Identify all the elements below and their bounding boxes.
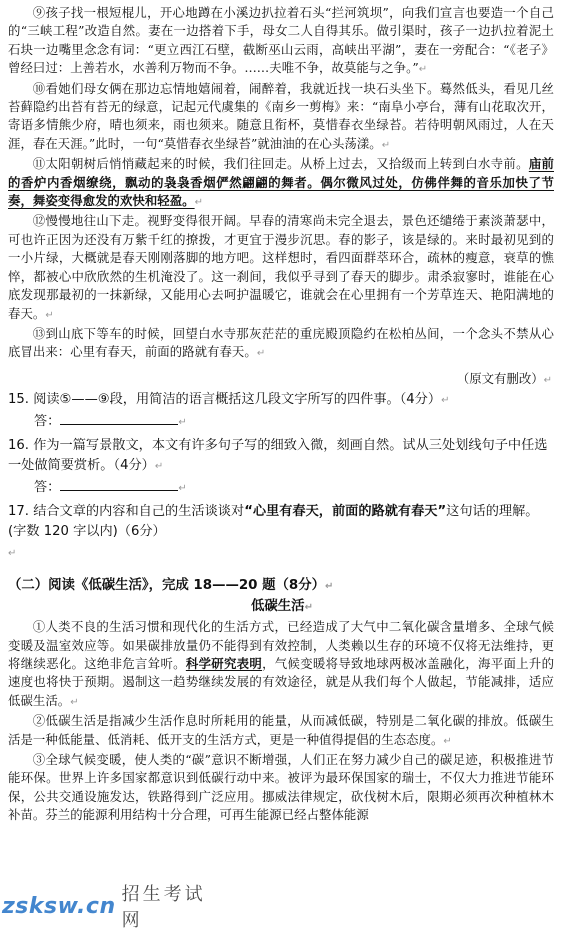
question-number: 15. — [8, 392, 29, 408]
section-2-paragraph-2 — [8, 712, 554, 751]
section-2-paragraph-3 — [8, 751, 554, 825]
paragraph-13-text: ⑬到山底下等车的时候，回望白水寺那灰茫茫的重庑殿顶隐约在松柏丛间，一个念头不禁从心底冒出来：心里有春天，前面的路就有春天。 — [8, 325, 554, 360]
paragraph-12-text: ⑫慢慢地往山下走。视野变得很开阔。早春的清寒尚未完全退去，景色还缱绻于素淡萧瑟中，可也许正因为还没有万紫千红的撩拨，才更宜于漫步沉思。春的影子，该是绿的。来时最初见到的一小片绿，大概就是春天刚刚落脚的地方吧。这样想时，看四面群萃环合，疏林的瘦意，衰草的憔悴，都被心中欣欣然的生机淹没了。这一刹间，我似乎寻到了春天的脚步。肃杀寂寥时，谁能在心底发现那最初的一抹新绿，又能用心去呵护温暖它，谁就会在心里拥有一个芳草连天、艳阳满地的春天。 — [8, 213, 554, 321]
question-text: 结合文章的内容和自己的生活谈谈对 — [33, 503, 245, 519]
answer-blank[interactable] — [60, 412, 178, 425]
underlined-phrase: 科学研究表明 — [185, 655, 263, 671]
answer-line-15 — [34, 412, 564, 432]
blank-line — [8, 543, 556, 565]
answer-label: 答： — [34, 413, 61, 429]
site-watermark — [2, 884, 222, 931]
paragraph-9 — [8, 4, 554, 80]
return-mark: ↵ — [8, 547, 17, 559]
watermark-name: 招生考试网 — [121, 884, 206, 931]
article-title-text: 低碳生活 — [251, 599, 305, 615]
answer-blank[interactable] — [60, 478, 178, 491]
source-note-text: （原文有删改） — [456, 370, 544, 386]
paragraph-10-text: ⑩看她们母女俩在那边忘情地嬉闹着，闹醉着，我就近找一块石头坐下。蓦然低头，看见几丝苔藓隐约出苔有苔无的绿意，记起元代虞集的《南乡一剪梅》来：“南阜小亭台，薄有山花取次开，寄语多情熊少府，晴也须来，雨也须来。随意且衔杯，莫惜春衣坐绿苔。若待明朝风雨过，人在天涯，春在天涯。”此时，一句“莫惜春衣坐绿苔”就油油的在心头荡漾。 — [8, 80, 554, 151]
question-17 — [8, 502, 556, 543]
paragraph-11 — [8, 155, 554, 212]
return-mark: ↵ — [178, 416, 187, 428]
return-mark: ↵ — [256, 348, 266, 360]
source-note — [0, 370, 552, 390]
return-mark: ↵ — [443, 735, 452, 747]
question-text: 作为一篇写景散文，本文有许多句子写的细致入微，刻画自然。试从三处划线句子中任选一处做简要赏析。（4分） — [8, 437, 548, 474]
return-mark: ↵ — [194, 197, 204, 209]
paragraph-13 — [8, 325, 554, 364]
article-title — [0, 597, 564, 618]
answer-label: 答： — [34, 479, 61, 495]
question-text: 阅读⑤——⑨段，用简洁的语言概括这几段文字所写的四件事。（4分） — [33, 392, 442, 408]
return-mark: ↵ — [45, 309, 54, 321]
question-quote: “心里有春天，前面的路就有春天” — [244, 503, 447, 519]
section-2-paragraph-1 — [8, 618, 554, 712]
paragraph-text-after: ，气候变暖将导致地球两极冰盖融化，海平面上升的速度也将快于预期。遏制这一趋势继续发展的有效途径，就是从我们每个人做起，节能减排，适应低碳生活。 — [8, 655, 555, 708]
paragraph-text: ③全球气候变暖，使人类的“碳”意识不断增强，人们正在努力减少自己的碳足迹，积极推进节能环保。世界上许多国家都意识到低碳行动中来。被评为最环保国家的瑞士，不仅大力推进节能环保，公共交通设施发达，铁路得到广泛应用。挪威法律规定，砍伐树木后，限期必须再次种植林木补苗。芬兰的能源利用结构十分合理，可再生能源已经占整体能源 — [8, 751, 554, 823]
return-mark: ↵ — [70, 696, 79, 708]
return-mark: ↵ — [381, 139, 391, 151]
watermark-domain: zsksw.cn — [2, 893, 116, 919]
question-number: 16. — [8, 437, 29, 453]
question-text-after: 这句话的理解。(字数 120 字以内)（6分） — [8, 503, 539, 540]
paragraph-text: ②低碳生活是指减少生活作息时所耗用的能量，从而减低碳，特别是二氧化碳的排放。低碳生活是一种低能量、低消耗、低开支的生活方式，更是一种值得提倡的生态态度。 — [8, 713, 554, 747]
return-mark: ↵ — [304, 602, 313, 614]
underlined-sentence: 庙前的香炉内香烟缭绕，飘动的袅袅香烟俨然翩翩的舞者。偶尔微风过处，仿佛伴舞的音乐加快了节奏，舞姿变得愈发的欢快和轻盈。 — [8, 156, 554, 209]
return-mark: ↵ — [178, 482, 187, 494]
question-number: 17. — [8, 503, 29, 519]
paragraph-11-text: ⑪太阳朝树后悄悄藏起来的时候，我们往回走。从桥上过去，又拾级而上转到白水寺前。 — [32, 156, 529, 172]
return-mark: ↵ — [543, 374, 552, 386]
return-mark: ↵ — [441, 395, 450, 407]
question-15 — [8, 390, 556, 412]
paragraph-9-text: ⑨孩子找一根短棍儿，开心地蹲在小溪边扒拉着石头“拦河筑坝”，向我们宣言也要造一个自己的“三峡工程”改造自然。妻在一边搭着下手，母女二人自得其乐。做引渠时，孩子一边扒拉着泥土石块一边嘴里念念有词：“更立西江石壁，截断巫山云雨，高峡出平湖”，妻在一旁配合：“《老子》曾经曰过：上善若水，水善利万物而不争。……夫唯不争，故莫能与之争。” — [8, 5, 554, 76]
return-mark: ↵ — [325, 581, 334, 593]
paragraph-text: ①人类不良的生活习惯和现代化的生活方式，已经造成了大气中二氧化碳含量增多、全球气候变暖及温室效应等。如果碳排放量仍不能得到有效控制，人类赖以生存的环境不仅将无法维持，更将继续恶化。这绝非危言耸听。 — [8, 619, 554, 671]
return-mark: ↵ — [154, 461, 164, 473]
section-2-heading — [8, 576, 556, 597]
section-2-heading-text: （二）阅读《低碳生活》，完成 18——20 题（8分） — [8, 578, 326, 594]
return-mark: ↵ — [418, 64, 428, 76]
answer-line-16 — [34, 478, 564, 498]
question-16 — [8, 436, 556, 478]
paragraph-10 — [8, 80, 554, 156]
paragraph-12 — [8, 212, 554, 324]
